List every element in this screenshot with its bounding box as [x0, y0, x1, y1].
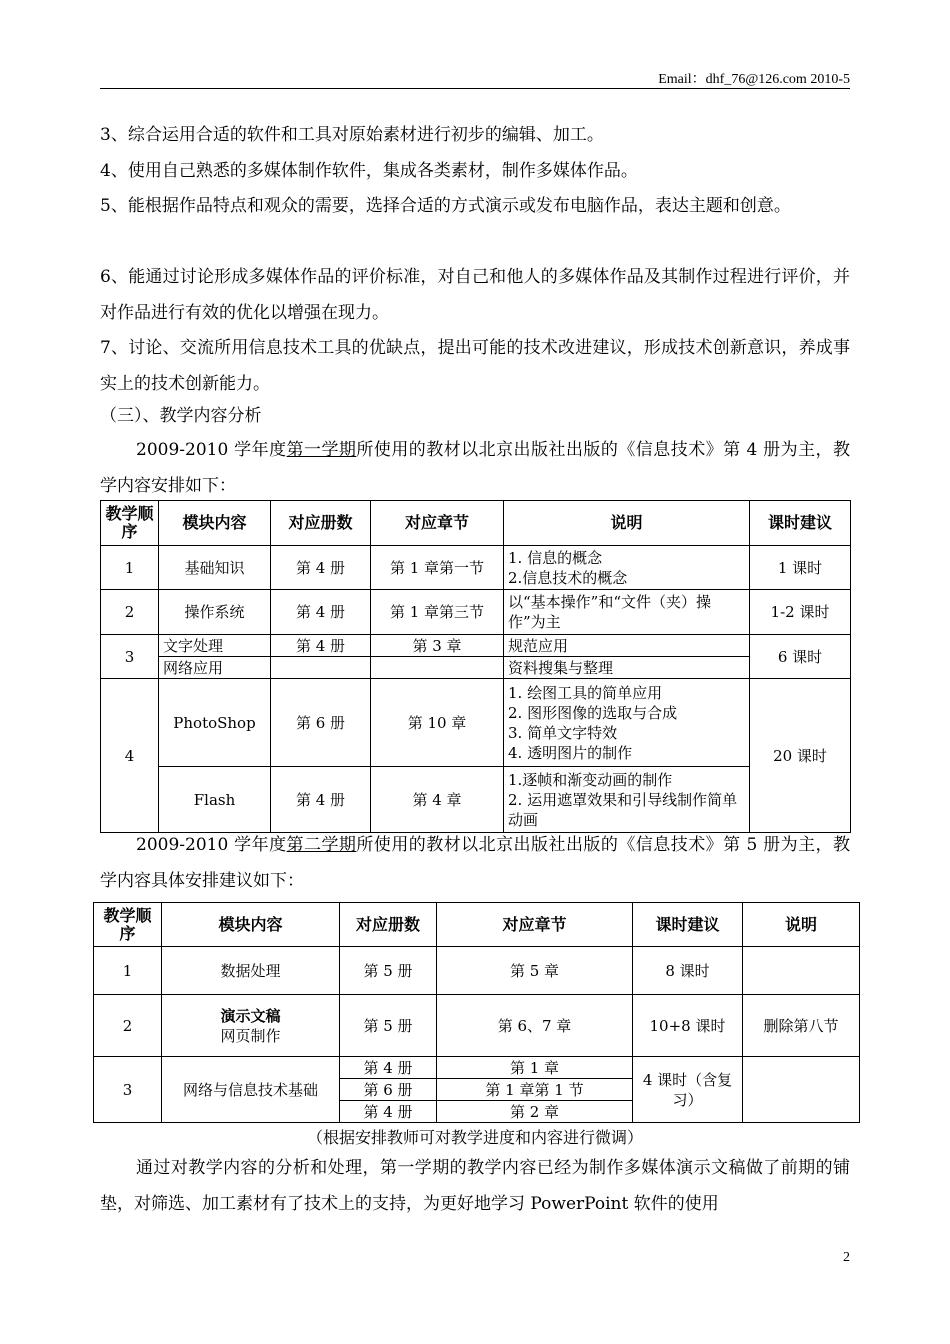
t1-r2-module: 操作系统	[159, 590, 271, 635]
t1-r1-volume: 第 4 册	[271, 546, 371, 590]
t1-r3-module: 文字处理	[159, 635, 271, 657]
t2-header-order: 教学顺序	[94, 903, 162, 947]
page-number: 2	[843, 1250, 850, 1265]
term1-underline: 第一学期	[286, 440, 357, 460]
t2-r2-hours: 10+8 课时	[633, 995, 743, 1057]
t1-r1-hours: 1 课时	[750, 546, 851, 590]
t2-r3-module: 网络与信息技术基础	[162, 1057, 340, 1123]
t1-r2-order: 2	[101, 590, 159, 635]
t2-r3-order: 3	[94, 1057, 162, 1123]
t1-r3-order: 3	[101, 635, 159, 679]
closing-paragraph: 通过对教学内容的分析和处理，第一学期的教学内容已经为制作多媒体演示文稿做了前期的铺垫，对筛选、加工素材有了技术上的支持，为更好地学习 PowerPoint 软件的使用	[100, 1158, 850, 1214]
t1-r3b-module: 网络应用	[159, 657, 271, 679]
t2-r3-hours: 4 课时（含复习）	[633, 1057, 743, 1123]
t2-r1-module: 数据处理	[162, 947, 340, 995]
t1-r3-notes: 规范应用	[504, 635, 750, 657]
t2-r2-chapter: 第 6、7 章	[437, 995, 633, 1057]
t2-header-chapter: 对应章节	[437, 903, 633, 947]
t2-r2-volume: 第 5 册	[340, 995, 437, 1057]
term2-underline: 第二学期	[286, 835, 357, 855]
table-row	[94, 947, 860, 995]
t2-header-hours: 课时建议	[633, 903, 743, 947]
t2-r1-volume: 第 5 册	[340, 947, 437, 995]
t1-r4b-notes: 1.逐帧和渐变动画的制作 2. 运用遮罩效果和引导线制作简单动画	[504, 767, 750, 833]
table-term2	[93, 902, 860, 1123]
table-row	[94, 1057, 860, 1079]
t1-r3-volume: 第 4 册	[271, 635, 371, 657]
t2-r3-chapter: 第 1 章	[437, 1057, 633, 1079]
t1-header-chapter: 对应章节	[371, 501, 504, 546]
t2-r3c-chapter: 第 2 章	[437, 1101, 633, 1123]
t1-header-notes: 说明	[504, 501, 750, 546]
intro-paragraph-term1: 2009-2010 学年度第一学期所使用的教材以北京出版社出版的《信息技术》第 4 册为主，教学内容安排如下：	[100, 440, 850, 496]
t2-r3-notes	[743, 1057, 860, 1123]
t2-r1-notes	[743, 947, 860, 995]
paragraph-5: 5、能根据作品特点和观众的需要，选择合适的方式演示或发布电脑作品，表达主题和创意。	[100, 196, 791, 216]
t2-r2-module: 演示文稿 网页制作	[162, 995, 340, 1057]
t2-header-module: 模块内容	[162, 903, 340, 947]
t1-r4-volume: 第 6 册	[271, 679, 371, 767]
t2-r3-volume: 第 4 册	[340, 1057, 437, 1079]
t1-r1-chapter: 第 1 章第一节	[371, 546, 504, 590]
table-row	[101, 679, 851, 767]
t1-r3b-volume	[271, 657, 371, 679]
paragraph-7: 7、讨论、交流所用信息技术工具的优缺点，提出可能的技术改进建议，形成技术创新意识，养成事实上的技术创新能力。	[100, 338, 850, 394]
paragraph-6: 6、能通过讨论形成多媒体作品的评价标准，对自己和他人的多媒体作品及其制作过程进行评价，并对作品进行有效的优化以增强在现力。	[100, 267, 850, 323]
t1-header-order: 教学顺序	[101, 501, 159, 546]
t1-r4-notes: 1. 绘图工具的简单应用 2. 图形图像的选取与合成 3. 简单文字特效 4. 透明图片的制作	[504, 679, 750, 767]
table-row	[101, 657, 851, 679]
t1-r1-module: 基础知识	[159, 546, 271, 590]
t1-r3-chapter: 第 3 章	[371, 635, 504, 657]
t1-r1-order: 1	[101, 546, 159, 590]
paragraph-4: 4、使用自己熟悉的多媒体制作软件，集成各类素材，制作多媒体作品。	[100, 161, 638, 181]
t1-r4b-volume: 第 4 册	[271, 767, 371, 833]
table-note: （根据安排教师可对教学进度和内容进行微调）	[306, 1128, 643, 1147]
t1-r3b-chapter	[371, 657, 504, 679]
intro-paragraph-term2: 2009-2010 学年度第二学期所使用的教材以北京出版社出版的《信息技术》第 5 册为主，教学内容具体安排建议如下：	[100, 835, 850, 891]
table-term1	[100, 500, 851, 833]
t2-r2-notes: 删除第八节	[743, 995, 860, 1057]
table-row	[101, 767, 851, 833]
t1-r3-hours: 6 课时	[750, 635, 851, 679]
t2-r1-hours: 8 课时	[633, 947, 743, 995]
t1-r2-notes: 以“基本操作”和“文件（夹）操作”为主	[504, 590, 750, 635]
table-row	[101, 590, 851, 635]
t1-r4b-chapter: 第 4 章	[371, 767, 504, 833]
t1-header-hours: 课时建议	[750, 501, 851, 546]
t1-header-volume: 对应册数	[271, 501, 371, 546]
t1-header-module: 模块内容	[159, 501, 271, 546]
header-divider	[100, 88, 850, 89]
t2-r1-chapter: 第 5 章	[437, 947, 633, 995]
t2-r2-order: 2	[94, 995, 162, 1057]
t1-r1-notes: 1. 信息的概念 2.信息技术的概念	[504, 546, 750, 590]
t1-r2-volume: 第 4 册	[271, 590, 371, 635]
paragraph-3: 3、综合运用合适的软件和工具对原始素材进行初步的编辑、加工。	[100, 125, 604, 145]
t2-header-volume: 对应册数	[340, 903, 437, 947]
t2-r3c-volume: 第 4 册	[340, 1101, 437, 1123]
t1-r3b-notes: 资料搜集与整理	[504, 657, 750, 679]
t2-r3b-chapter: 第 1 章第 1 节	[437, 1079, 633, 1101]
t1-r2-hours: 1-2 课时	[750, 590, 851, 635]
section-heading: （三）、教学内容分析	[100, 406, 262, 426]
t1-r4b-module: Flash	[159, 767, 271, 833]
header-email-date: Email：dhf_76@126.com 2010-5	[658, 72, 850, 87]
t1-r4-chapter: 第 10 章	[371, 679, 504, 767]
table-row	[101, 635, 851, 657]
table-row	[94, 995, 860, 1057]
t1-r4-order: 4	[101, 679, 159, 833]
t2-header-notes: 说明	[743, 903, 860, 947]
t2-r3b-volume: 第 6 册	[340, 1079, 437, 1101]
t1-r4-module: PhotoShop	[159, 679, 271, 767]
t2-r1-order: 1	[94, 947, 162, 995]
t1-r2-chapter: 第 1 章第三节	[371, 590, 504, 635]
t1-r4-hours: 20 课时	[750, 679, 851, 833]
table-row	[101, 546, 851, 590]
